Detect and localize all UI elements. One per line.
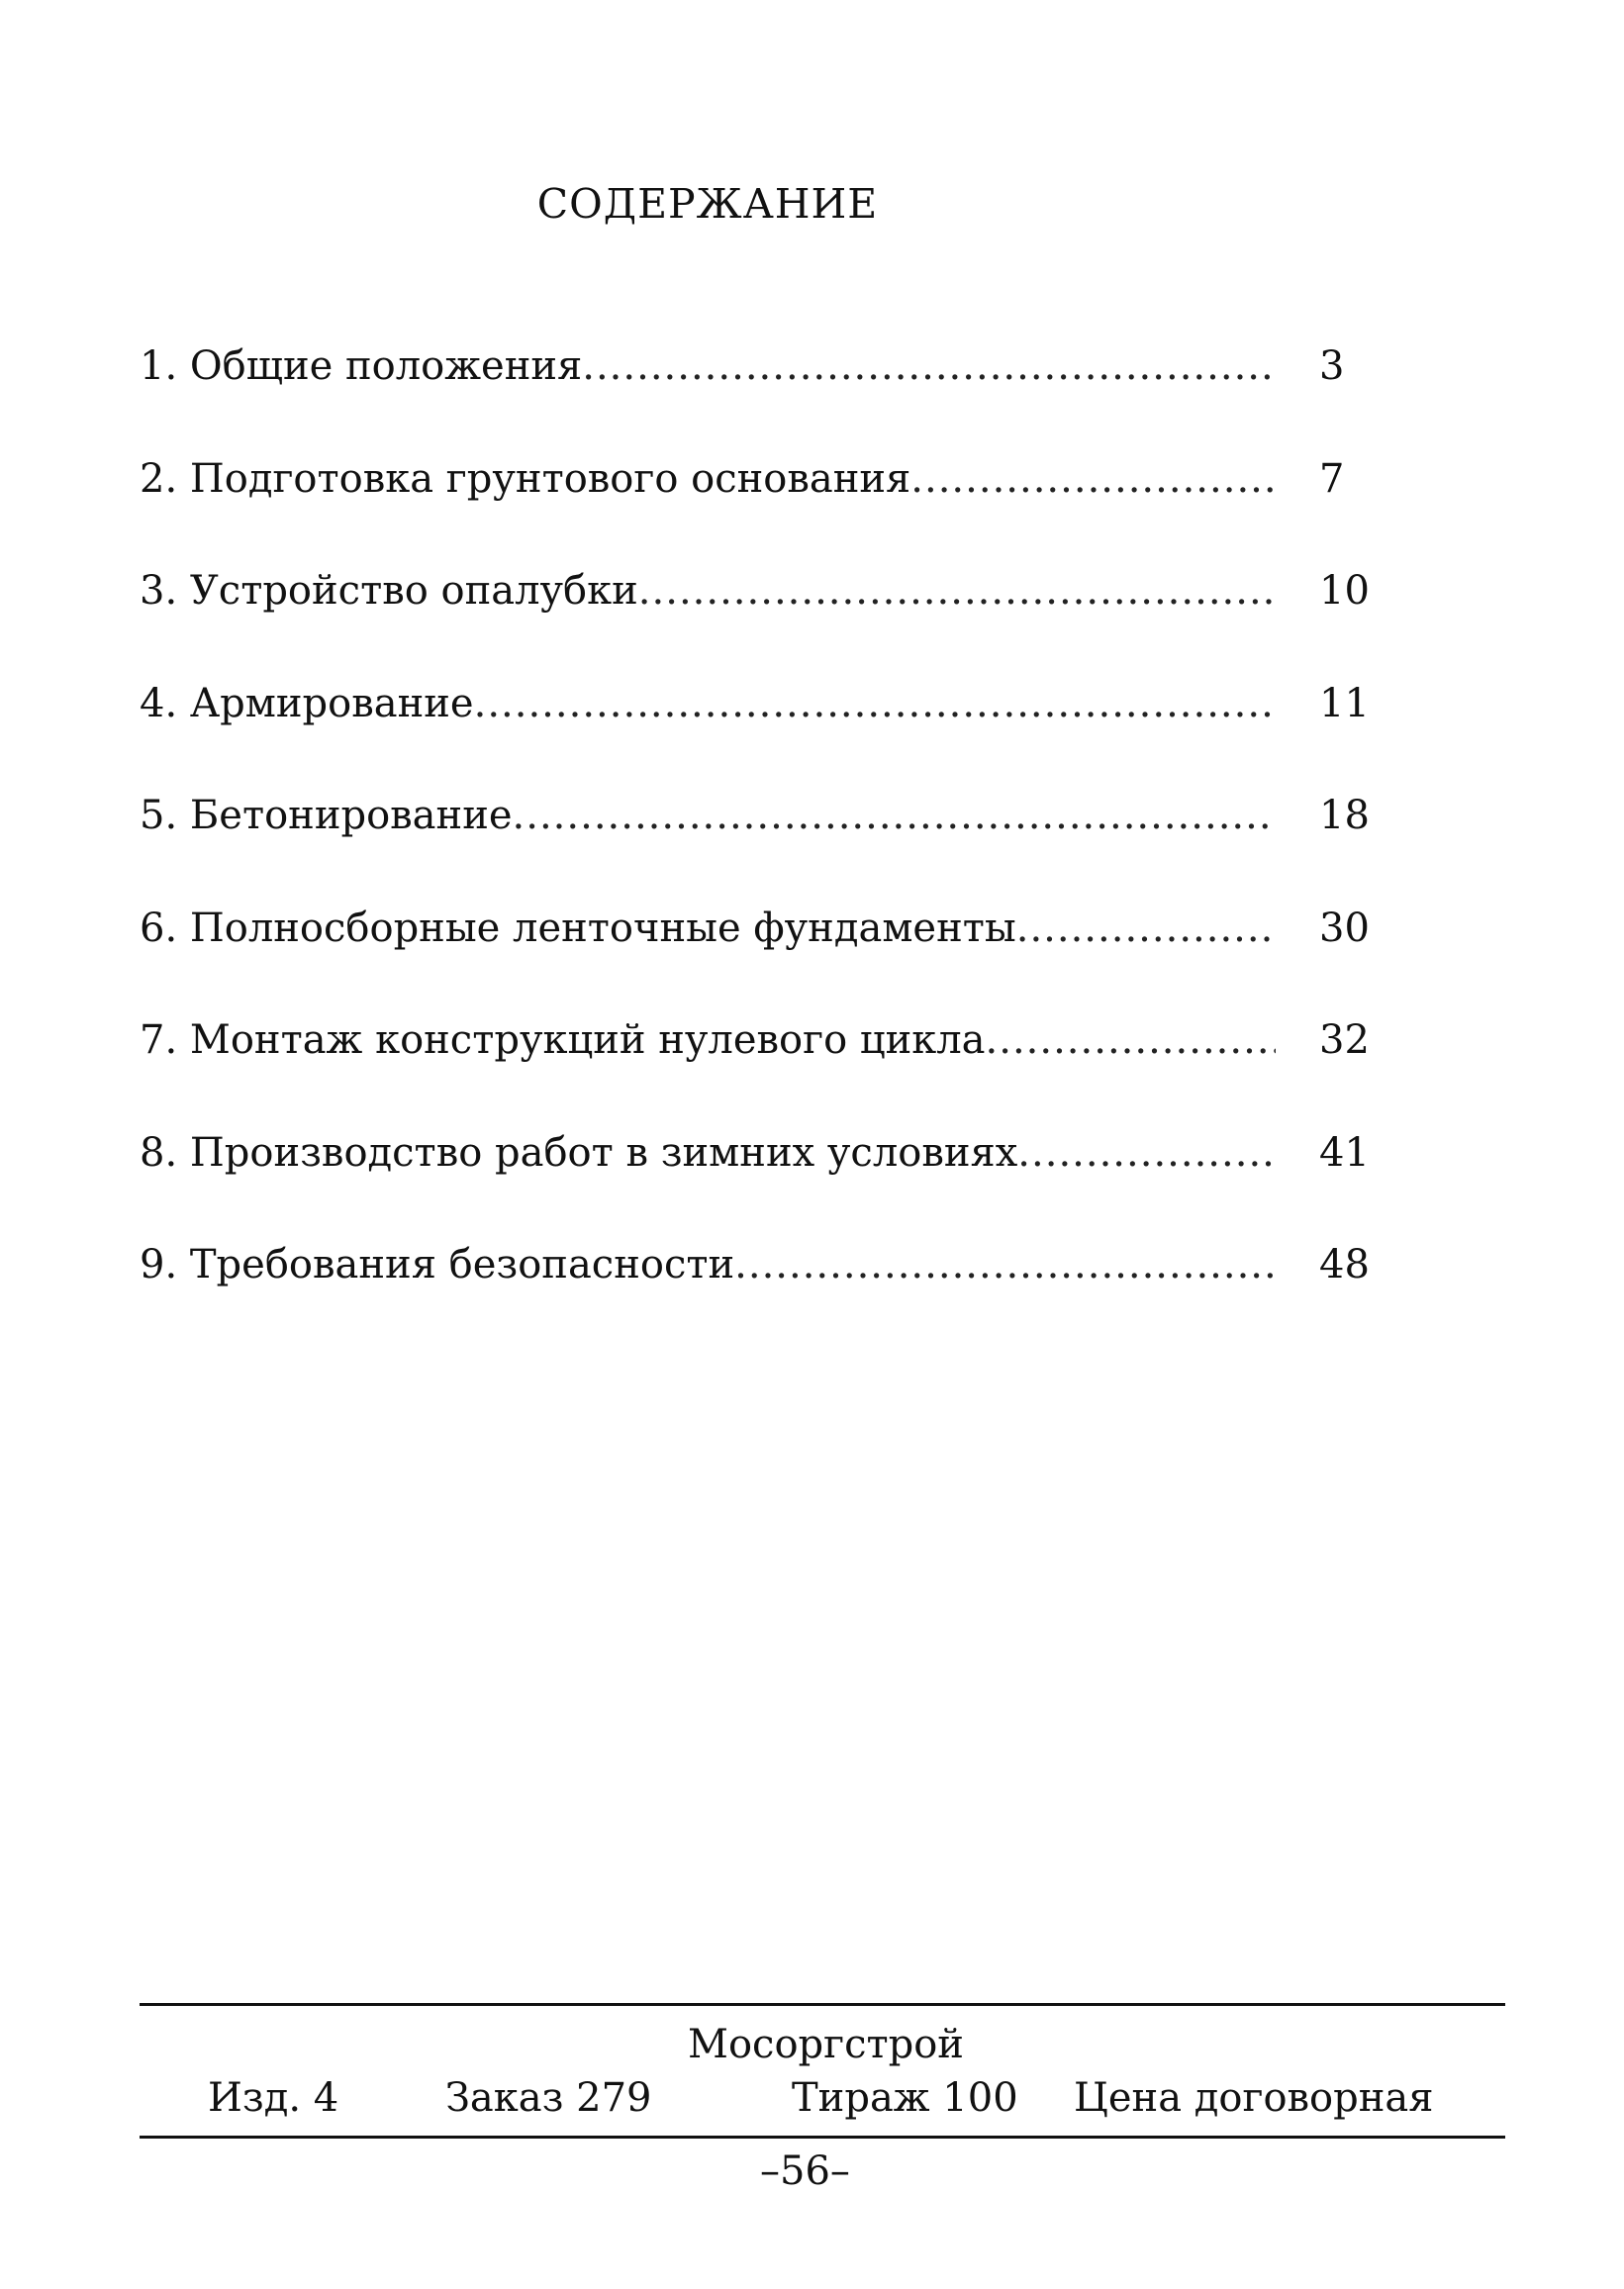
imprint-order: Заказ 279 — [445, 2075, 652, 2121]
toc-item-page: 32 — [1319, 1017, 1370, 1063]
toc-dot-leader — [582, 338, 1276, 394]
toc-title: СОДЕРЖАНИЕ — [536, 180, 879, 228]
imprint-price: Цена договорная — [1074, 2075, 1434, 2121]
toc-item — [140, 338, 1396, 451]
toc-dot-leader — [734, 1237, 1276, 1292]
imprint-top-rule — [140, 2003, 1505, 2006]
imprint-bottom-rule — [140, 2136, 1505, 2139]
toc-dot-leader — [1017, 1125, 1276, 1181]
toc-item — [140, 1237, 1396, 1350]
toc-item — [140, 676, 1396, 789]
toc-dot-leader — [986, 1012, 1276, 1068]
imprint-edition: Изд. 4 — [208, 2075, 339, 2121]
toc-dot-leader — [513, 788, 1276, 843]
toc-item-label: 1. Общие положения — [140, 343, 583, 389]
toc-item-page: 18 — [1319, 793, 1370, 838]
toc-item — [140, 901, 1396, 1013]
toc-item-page: 7 — [1319, 455, 1345, 502]
toc-item-label: 2. Подготовка грунтового основания — [140, 455, 911, 502]
toc-item — [140, 563, 1396, 676]
page-number: –56– — [760, 2148, 850, 2194]
toc-item-page: 11 — [1319, 680, 1370, 726]
toc-item-label: 6. Полносборные ленточные фундаменты — [140, 905, 1016, 951]
imprint-print-run: Тираж 100 — [792, 2075, 1018, 2121]
toc-item-label: 3. Устройство опалубки — [140, 568, 638, 614]
toc-item — [140, 788, 1396, 901]
toc-item-page: 3 — [1319, 343, 1345, 389]
toc-item-label: 8. Производство работ в зимних условиях — [140, 1129, 1018, 1176]
toc-dot-leader — [474, 676, 1276, 731]
toc-item-label: 9. Требования безопасности — [140, 1242, 735, 1288]
toc-dot-leader — [910, 451, 1276, 507]
toc-item-page: 30 — [1319, 905, 1370, 951]
toc-dot-leader — [1016, 901, 1276, 956]
toc-item-label: 5. Бетонирование — [140, 793, 513, 838]
toc-item-page: 10 — [1319, 568, 1370, 614]
imprint-publisher: Мосоргстрой — [688, 2022, 964, 2067]
toc-item — [140, 451, 1396, 564]
toc-list — [140, 338, 1396, 1350]
toc-item — [140, 1012, 1396, 1125]
toc-item-page: 48 — [1319, 1242, 1370, 1288]
toc-item-label: 4. Армирование — [140, 680, 474, 726]
toc-item-page: 41 — [1319, 1129, 1370, 1176]
toc-item — [140, 1125, 1396, 1238]
toc-item-label: 7. Монтаж конструкций нулевого цикла — [140, 1017, 986, 1063]
toc-dot-leader — [638, 563, 1276, 619]
